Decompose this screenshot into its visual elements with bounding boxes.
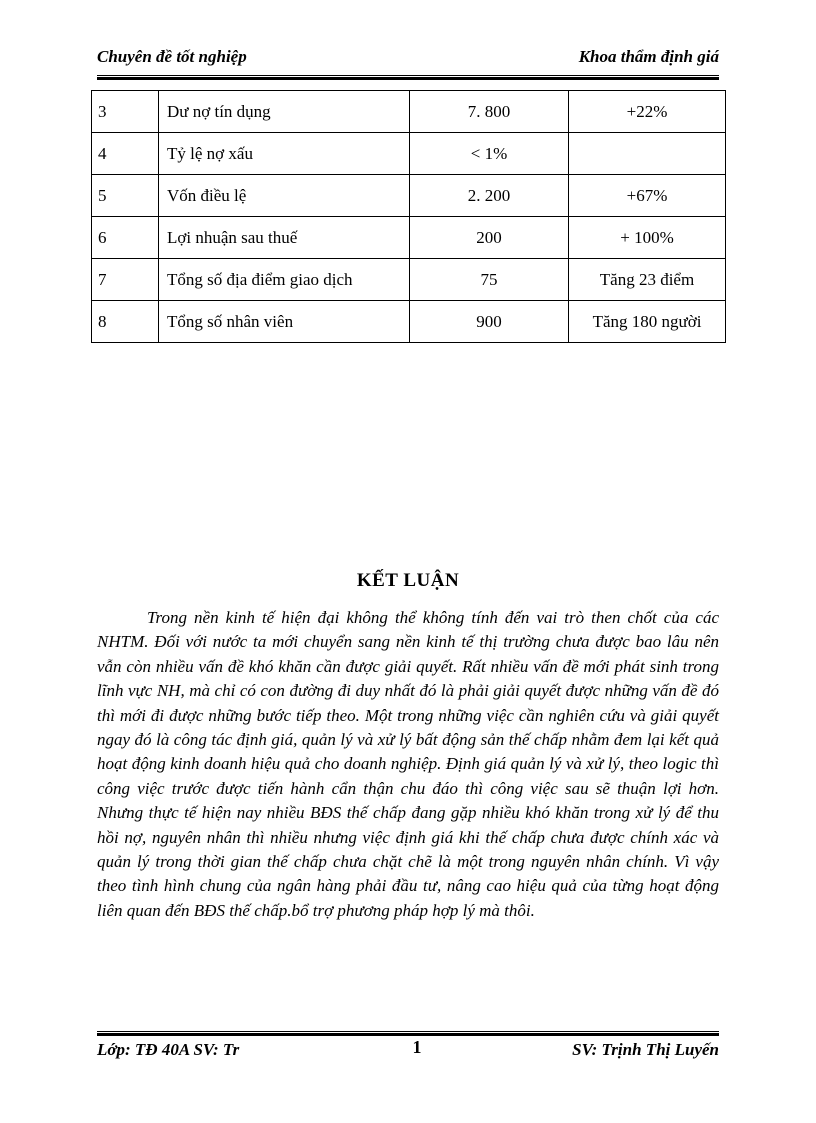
row-value: 7. 800 xyxy=(410,91,569,133)
table-row xyxy=(92,217,726,259)
footer-student: SV: Trịnh Thị Luyến xyxy=(572,1040,719,1059)
page-header xyxy=(97,47,719,73)
row-value: 75 xyxy=(410,259,569,301)
row-indicator: Lợi nhuận sau thuế xyxy=(159,217,410,259)
row-value: < 1% xyxy=(410,133,569,175)
row-value: 900 xyxy=(410,301,569,343)
footer-class: Lớp: TĐ 40A SV: Tr xyxy=(97,1040,240,1059)
footer-rule xyxy=(97,1031,719,1036)
row-indicator: Tổng số nhân viên xyxy=(159,301,410,343)
row-change xyxy=(569,133,726,175)
table-row xyxy=(92,91,726,133)
row-value: 200 xyxy=(410,217,569,259)
row-index: 3 xyxy=(92,91,159,133)
table-row xyxy=(92,133,726,175)
header-thesis-title: Chuyên đề tốt nghiệp xyxy=(97,47,247,66)
row-change: Tăng 23 điểm xyxy=(569,259,726,301)
table-row xyxy=(92,259,726,301)
row-change: Tăng 180 người xyxy=(569,301,726,343)
row-index: 5 xyxy=(92,175,159,217)
row-indicator: Tỷ lệ nợ xấu xyxy=(159,133,410,175)
indicators-table xyxy=(91,90,726,343)
conclusion-title: KẾT LUẬN xyxy=(356,570,460,591)
table-row xyxy=(92,301,726,343)
row-index: 6 xyxy=(92,217,159,259)
row-indicator: Dư nợ tín dụng xyxy=(159,91,410,133)
row-change: + 100% xyxy=(569,217,726,259)
page-footer xyxy=(97,1037,719,1064)
row-index: 4 xyxy=(92,133,159,175)
row-indicator: Tổng số địa điểm giao dịch xyxy=(159,259,410,301)
conclusion-body xyxy=(97,606,719,923)
header-rule xyxy=(97,75,719,80)
table-row xyxy=(92,175,726,217)
row-change: +67% xyxy=(569,175,726,217)
row-change: +22% xyxy=(569,91,726,133)
row-index: 7 xyxy=(92,259,159,301)
page-number: 1 xyxy=(412,1037,422,1057)
row-index: 8 xyxy=(92,301,159,343)
conclusion-paragraph: Trong nền kinh tế hiện đại không thể không tính đến vai trò then chốt của các NHTM. Đối với nước ta mới chuyển sang nền kinh tế thị trường chưa được bao lâu nên vẫn còn nhiều vấn đề khó khăn cần được giải quyết. Rất nhiều vấn đề mới phát sinh trong lĩnh vực NH, mà chỉ có con đường đi duy nhất đó là phải giải quyết được những vấn đề đó thì mới đi được những bước tiếp theo. Một trong những việc cần nghiên cứu và giải quyết ngay đó là công tác định giá, quản lý và xử lý bất động sản thế chấp nhằm đem lại kết quả hoạt động kinh doanh hiệu quả cho doanh nghiệp. Định giá quản lý và xử lý, theo logic thì công việc trước được tiến hành cẩn thận chu đáo thì công việc sau sẽ thuận lợi hơn. Nhưng thực tế hiện nay nhiều BĐS thế chấp đang gặp nhiều khó khăn trong xử lý để thu hồi nợ, nguyên nhân thì nhiều nhưng việc định giá khi thế chấp chưa được chính xác và quản lý trong thời gian thế chấp chưa chặt chẽ là một trong nguyên nhân chính. Vì vậy theo tình hình chung của ngân hàng phải đầu tư, nâng cao hiệu quả của từng hoạt động liên quan đến BĐS thế chấp.bổ trợ phương pháp hợp lý mà thôi. xyxy=(97,608,719,920)
row-indicator: Vốn điều lệ xyxy=(159,175,410,217)
header-faculty: Khoa thẩm định giá xyxy=(578,47,719,66)
row-value: 2. 200 xyxy=(410,175,569,217)
